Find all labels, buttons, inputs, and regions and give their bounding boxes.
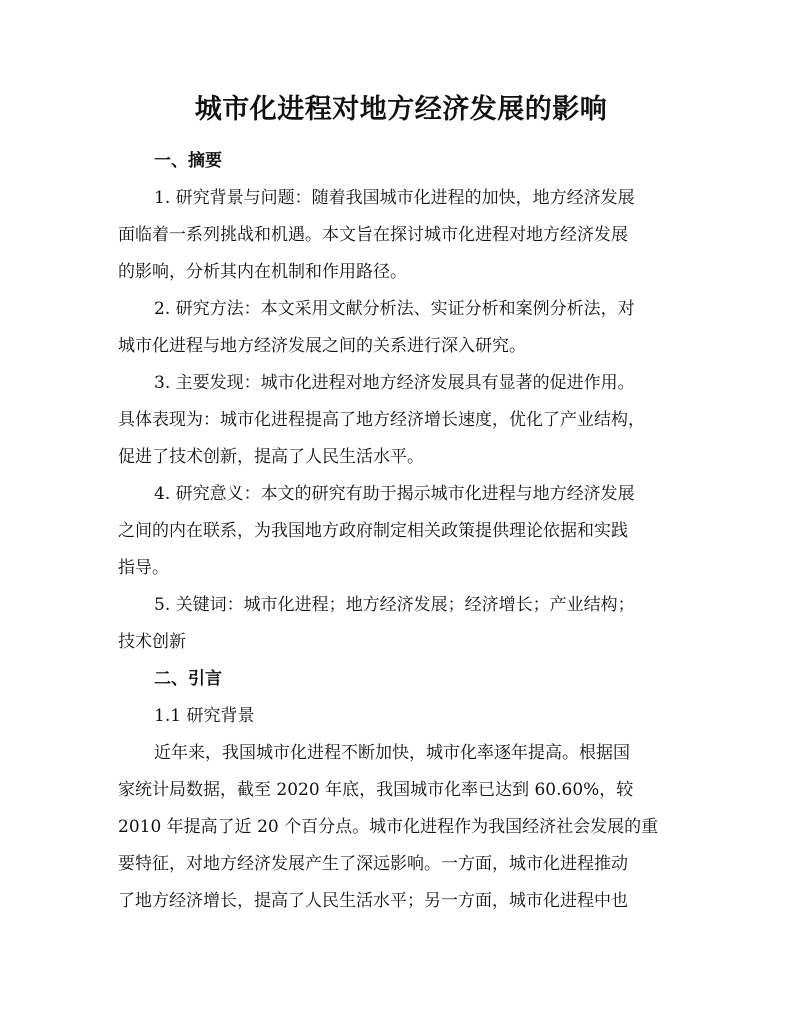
subsection-heading-background: 1.1 研究背景	[154, 706, 255, 726]
text-line: 2. 研究方法：本文采用文献分析法、实证分析和案例分析法，对	[154, 299, 635, 319]
text-line: 技术创新	[118, 632, 186, 652]
text-line: 3. 主要发现：城市化进程对地方经济发展具有显著的促进作用。	[154, 373, 635, 393]
abstract-item-4	[118, 476, 684, 587]
abstract-item-5	[118, 587, 684, 661]
abstract-item-3	[118, 365, 684, 476]
section-heading-introduction: 二、引言	[154, 669, 222, 689]
text-line: 要特征，对地方经济发展产生了深远影响。一方面，城市化进程推动	[118, 854, 628, 874]
text-line: 的影响，分析其内在机制和作用路径。	[118, 262, 407, 282]
document-body	[118, 143, 684, 920]
text-line: 促进了技术创新，提高了人民生活水平。	[118, 447, 424, 467]
text-line: 城市化进程与地方经济发展之间的关系进行深入研究。	[118, 336, 526, 356]
section-heading-abstract: 一、摘要	[154, 151, 222, 171]
text-line: 面临着一系列挑战和机遇。本文旨在探讨城市化进程对地方经济发展	[118, 225, 628, 245]
abstract-item-2	[118, 291, 684, 365]
text-line: 具体表现为：城市化进程提高了地方经济增长速度，优化了产业结构，	[118, 410, 645, 430]
text-line: 指导。	[118, 558, 169, 578]
text-line: 家统计局数据，截至 2020 年底，我国城市化率已达到 60.60%，较	[118, 780, 634, 800]
text-line: 之间的内在联系，为我国地方政府制定相关政策提供理论依据和实践	[118, 521, 628, 541]
text-line: 近年来，我国城市化进程不断加快，城市化率逐年提高。根据国	[154, 743, 630, 763]
abstract-item-1	[118, 180, 684, 291]
introduction-paragraph	[118, 735, 684, 920]
document-title: 城市化进程对地方经济发展的影响	[194, 94, 608, 125]
text-line: 了地方经济增长，提高了人民生活水平；另一方面，城市化进程中也	[118, 891, 628, 911]
text-line: 4. 研究意义：本文的研究有助于揭示城市化进程与地方经济发展	[154, 484, 635, 504]
text-line: 2010 年提高了近 20 个百分点。城市化进程作为我国经济社会发展的重	[118, 817, 659, 837]
document-page	[118, 0, 684, 1035]
text-line: 1. 研究背景与问题：随着我国城市化进程的加快，地方经济发展	[154, 188, 635, 208]
text-line: 5. 关键词：城市化进程；地方经济发展；经济增长；产业结构；	[154, 595, 635, 615]
